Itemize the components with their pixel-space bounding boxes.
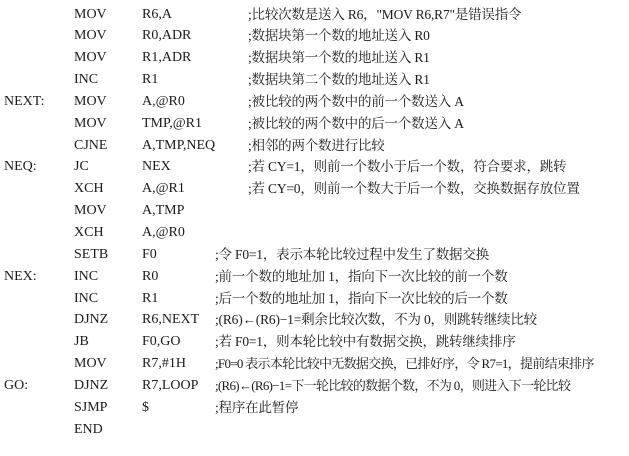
opcode: XCH	[74, 225, 104, 240]
code-label: GO:	[4, 377, 29, 393]
code-label: NEXT:	[4, 93, 45, 109]
code-label: NEQ:	[4, 159, 37, 175]
opcode: MOV	[74, 115, 107, 131]
comment: ;数据块第一个数的地址送入 R0	[248, 28, 430, 44]
operand: R0,ADR	[142, 28, 192, 44]
opcode: JB	[74, 334, 89, 350]
code-line	[0, 222, 629, 243]
operand: F0,GO	[142, 334, 181, 350]
operand: $	[142, 399, 149, 415]
code-label: NEX:	[4, 268, 37, 284]
code-line	[0, 156, 629, 177]
operand: R7,LOOP	[142, 377, 199, 393]
operand: A,TMP,NEQ	[142, 137, 216, 153]
comment: ;被比较的两个数中的后一个数送入 A	[248, 115, 464, 131]
code-line	[0, 4, 629, 25]
opcode: END	[74, 421, 103, 437]
code-line	[0, 91, 629, 112]
code-line	[0, 178, 629, 199]
code-line	[0, 397, 629, 418]
operand: TMP,@R1	[142, 115, 202, 131]
comment: ;后一个数的地址加 1，指向下一次比较的后一个数	[215, 290, 508, 306]
opcode: INC	[74, 72, 99, 88]
comment: ;被比较的两个数中的前一个数送入 A	[248, 93, 464, 109]
operand: R1	[142, 290, 159, 306]
code-line	[0, 309, 629, 330]
operand: A,@R0	[142, 225, 185, 240]
operand: NEX	[142, 159, 171, 175]
comment: ;数据块第一个数的地址送入 R1	[248, 50, 430, 66]
opcode: XCH	[74, 181, 104, 197]
opcode: JC	[74, 159, 89, 175]
comment: ;前一个数的地址加 1，指向下一次比较的前一个数	[215, 268, 508, 284]
operand: R6,NEXT	[142, 312, 200, 328]
opcode: MOV	[74, 6, 107, 22]
comment: ;比较次数是送入 R6，"MOV R6,R7"是错误指令	[248, 6, 522, 22]
opcode: MOV	[74, 50, 107, 66]
code-line	[0, 375, 629, 396]
comment: ;(R6)←(R6)−1=剩余比较次数，不为 0，则跳转继续比较	[215, 312, 537, 328]
operand: R7,#1H	[142, 356, 186, 372]
opcode: MOV	[74, 28, 107, 44]
opcode: CJNE	[74, 137, 108, 153]
comment: ;数据块第二个数的地址送入 R1	[248, 72, 430, 88]
code-line	[0, 200, 629, 221]
operand: R1	[142, 72, 159, 88]
code-line	[0, 113, 629, 134]
operand: R6,A	[142, 6, 172, 22]
code-line	[0, 288, 629, 309]
opcode: INC	[74, 268, 99, 284]
code-line	[0, 244, 629, 265]
opcode: MOV	[74, 93, 107, 109]
code-line	[0, 266, 629, 287]
operand: A,@R1	[142, 181, 185, 197]
comment: ;相邻的两个数进行比较	[248, 137, 385, 153]
operand: F0	[142, 246, 157, 262]
code-line	[0, 353, 629, 374]
code-line	[0, 331, 629, 352]
code-line	[0, 135, 629, 156]
code-line	[0, 69, 629, 90]
comment: ;F0=0 表示本轮比较中无数据交换，已排好序，令 R7=1，提前结束排序	[215, 356, 594, 372]
opcode: MOV	[74, 203, 107, 219]
code-line	[0, 419, 629, 440]
comment: ;程序在此暂停	[215, 399, 299, 415]
operand: R0	[142, 268, 159, 284]
opcode: DJNZ	[74, 312, 109, 328]
opcode: SJMP	[74, 399, 108, 415]
opcode: MOV	[74, 356, 107, 372]
opcode: SETB	[74, 246, 109, 262]
code-line	[0, 25, 629, 46]
comment: ;若 CY=0，则前一个数大于后一个数，交换数据存放位置	[248, 181, 580, 197]
comment: ;若 CY=1，则前一个数小于后一个数，符合要求，跳转	[248, 159, 567, 175]
opcode: INC	[74, 290, 99, 306]
comment: ;令 F0=1，表示本轮比较过程中发生了数据交换	[215, 246, 489, 262]
comment: ;(R6)←(R6)−1=下一轮比较的数据个数，不为 0，则进入下一轮比较	[215, 377, 571, 393]
opcode: DJNZ	[74, 377, 109, 393]
operand: R1,ADR	[142, 50, 192, 66]
comment: ;若 F0=1，则本轮比较中有数据交换，跳转继续排序	[215, 334, 516, 350]
operand: A,@R0	[142, 93, 185, 109]
code-line	[0, 47, 629, 68]
operand: A,TMP	[142, 203, 185, 219]
